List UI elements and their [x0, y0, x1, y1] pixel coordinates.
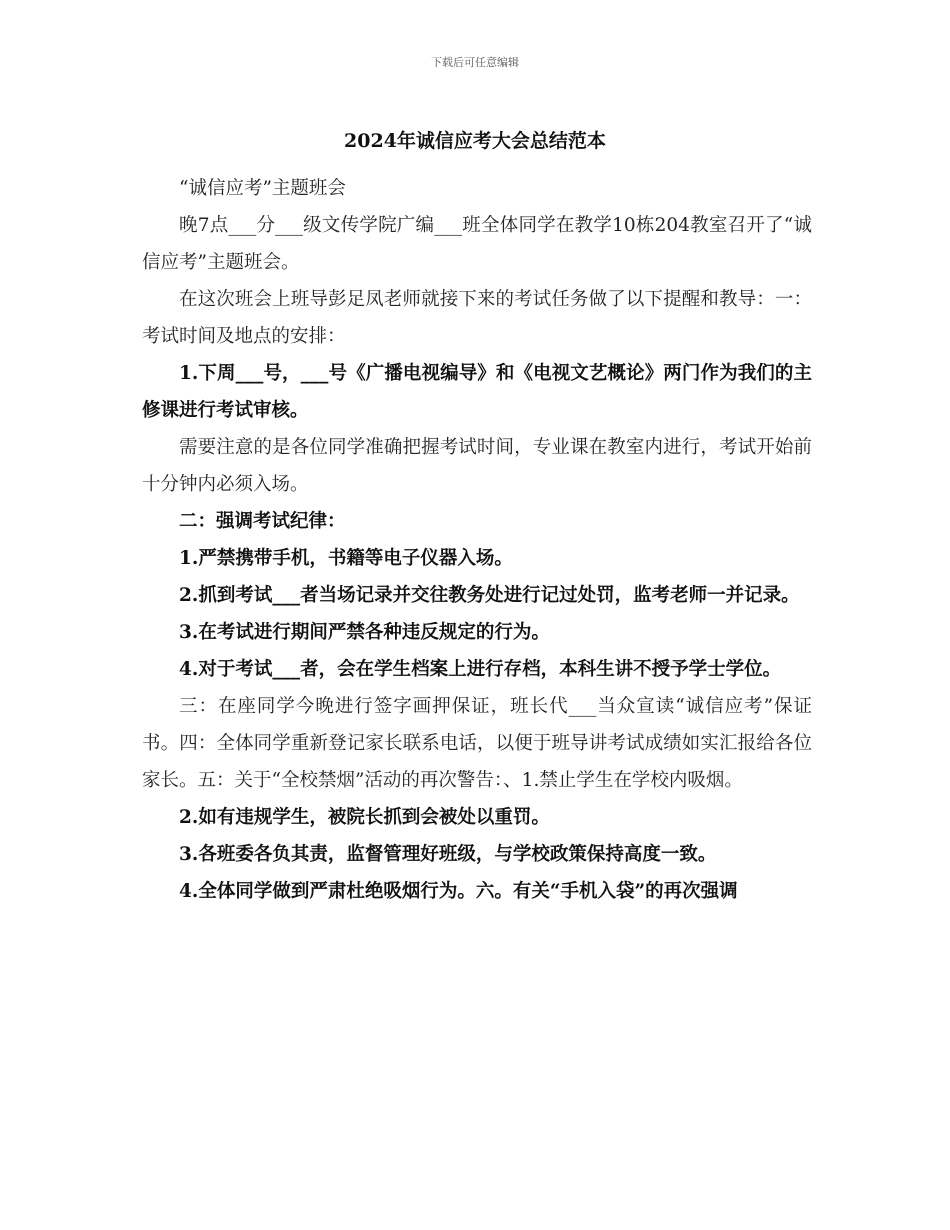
paragraph: 晚7点___分___级文传学院广编___班全体同学在教学10栋204教室召开了“诚信应考”主题班会。	[142, 215, 812, 273]
paragraph: 1.下周___号，___号《广播电视编导》和《电视文艺概论》两门作为我们的主修课进行考试审核。	[142, 363, 812, 421]
paragraph: 1.严禁携带手机，书籍等电子仪器入场。	[179, 548, 513, 569]
paragraph: 3.在考试进行期间严禁各种违反规定的行为。	[179, 622, 550, 643]
paragraph: “诚信应考”主题班会	[179, 178, 346, 199]
document-body	[142, 170, 812, 910]
paragraph: 4.对于考试___者，会在学生档案上进行存档，本科生讲不授予学士学位。	[179, 659, 782, 680]
paragraph: 需要注意的是各位同学准确把握考试时间，专业课在教室内进行，考试开始前十分钟内必须入场。	[142, 437, 812, 495]
paragraph: 2.如有违规学生，被院长抓到会被处以重罚。	[179, 807, 550, 828]
paragraph: 二：强调考试纪律：	[179, 511, 346, 532]
paragraph: 2.抓到考试___者当场记录并交往教务处进行记过处罚，监考老师一并记录。	[179, 585, 800, 606]
paragraph: 3.各班委各负其责，监督管理好班级，与学校政策保持高度一致。	[179, 844, 717, 865]
paragraph: 三：在座同学今晚进行签字画押保证，班长代___当众宣读“诚信应考”保证书。四：全体同学重新登记家长联系电话，以便于班导讲考试成绩如实汇报给各位家长。五：关于“全校禁烟”活动的再次警告：、1.禁止学生在学校内吸烟。	[142, 696, 812, 791]
document-title: 2024年诚信应考大会总结范本	[344, 130, 606, 152]
paragraph: 4.全体同学做到严肃杜绝吸烟行为。六。有关“手机入袋”的再次强调	[179, 881, 738, 902]
page-header: 下载后可任意编辑	[431, 56, 519, 69]
paragraph: 在这次班会上班导彭足凤老师就接下来的考试任务做了以下提醒和教导：一：考试时间及地点的安排：	[142, 289, 812, 347]
